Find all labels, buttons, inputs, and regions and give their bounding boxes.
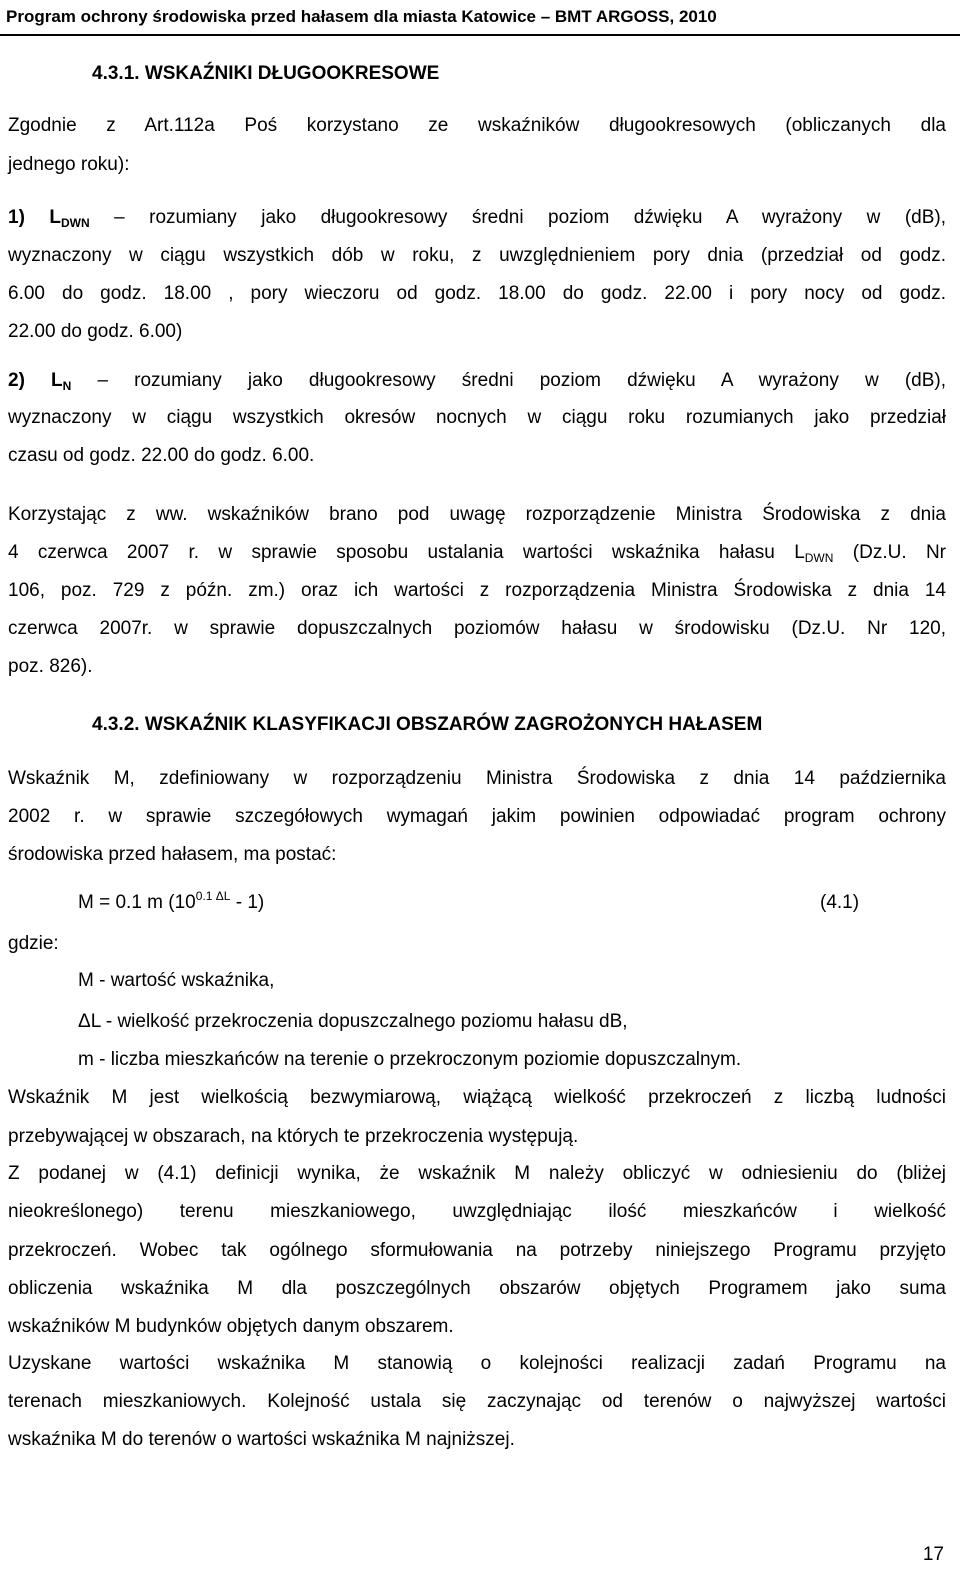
definition-m: M - wartość wskaźnika, bbox=[78, 970, 275, 991]
m-para3-line-2: terenach mieszkaniowych. Kolejność ustala się zaczynając od terenów o najwyższej wartości bbox=[8, 1391, 946, 1412]
item2-line-3: czasu od godz. 22.00 do godz. 6.00. bbox=[8, 445, 315, 466]
formula bbox=[78, 891, 264, 915]
section-heading-4-3-2: 4.3.2. WSKAŹNIK KLASYFIKACJI OBSZARÓW ZAGROŻONYCH HAŁASEM bbox=[92, 714, 763, 735]
page-header bbox=[0, 0, 960, 38]
m-para2-line-5: wskaźników M budynków objętych danym obszarem. bbox=[8, 1316, 454, 1337]
m-para2-line-1: Z podanej w (4.1) definicji wynika, że wskaźnik M należy obliczyć w odniesieniu do (bliżej bbox=[8, 1163, 946, 1184]
regulation-line-2-b: (Dz.U. Nr bbox=[833, 542, 946, 563]
m-para2-line-4: obliczenia wskaźnika M dla poszczególnych obszarów objętych Programem jako suma bbox=[8, 1278, 946, 1299]
item2-line-1 bbox=[8, 369, 946, 393]
page-number: 17 bbox=[922, 1544, 944, 1565]
regulation-line-2-a: 4 czerwca 2007 r. w sprawie sposobu ustalania wartości wskaźnika hałasu L bbox=[8, 542, 805, 563]
formula-exponent: 0.1 ΔL bbox=[195, 889, 231, 903]
item2-subscript: N bbox=[62, 379, 72, 393]
m-para3-line-3: wskaźnika M do terenów o wartości wskaźnika M najniższej. bbox=[8, 1429, 515, 1450]
item1-line-3: 6.00 do godz. 18.00 , pory wieczoru od godz. 18.00 do godz. 22.00 i pory nocy od godz. bbox=[8, 283, 946, 304]
header-rule bbox=[0, 34, 960, 36]
regulation-line-2 bbox=[8, 541, 946, 565]
definition-m-small: m - liczba mieszkańców na terenie o przekroczonym poziomie dopuszczalnym. bbox=[78, 1049, 742, 1070]
regulation-line-2-subscript: DWN bbox=[804, 551, 834, 565]
m-intro-line-1: Wskaźnik M, zdefiniowany w rozporządzeniu Ministra Środowiska z dnia 14 października bbox=[8, 768, 946, 789]
item2-symbol: 2) L bbox=[8, 370, 63, 391]
formula-lhs: M = 0.1 m (10 bbox=[78, 892, 196, 913]
regulation-line-4: czerwca 2007r. w sprawie dopuszczalnych poziomów hałasu w środowisku (Dz.U. Nr 120, bbox=[8, 618, 946, 639]
item1-line-4: 22.00 do godz. 6.00) bbox=[8, 321, 183, 342]
m-para2-line-3: przekroczeń. Wobec tak ogólnego sformułowania na potrzeby niniejszego Programu przyjęto bbox=[8, 1240, 946, 1261]
formula-rhs: - 1) bbox=[230, 892, 265, 913]
item1-symbol: 1) L bbox=[8, 207, 61, 228]
section-heading-4-3-1: 4.3.1. WSKAŹNIKI DŁUGOOKRESOWE bbox=[92, 63, 440, 84]
m-intro-line-2: 2002 r. w sprawie szczegółowych wymagań jakim powinien odpowiadać program ochrony bbox=[8, 806, 946, 827]
intro-line-1: Zgodnie z Art.112a Poś korzystano ze wskaźników długookresowych (obliczanych dla bbox=[8, 115, 946, 136]
item1-line-1 bbox=[8, 206, 946, 230]
item1-text: – rozumiany jako długookresowy średni poziom dźwięku A wyrażony w (dB), bbox=[89, 207, 947, 228]
intro-line-2: jednego roku): bbox=[8, 154, 130, 175]
item2-text: – rozumiany jako długookresowy średni poziom dźwięku A wyrażony w (dB), bbox=[71, 370, 946, 391]
regulation-line-5: poz. 826). bbox=[8, 656, 93, 677]
item1-line-2: wyznaczony w ciągu wszystkich dób w roku, z uwzględnieniem pory dnia (przedział od godz. bbox=[8, 245, 946, 266]
m-para1-line-1: Wskaźnik M jest wielkością bezwymiarową, wiążącą wielkość przekroczeń z liczbą ludności bbox=[8, 1087, 946, 1108]
where-label: gdzie: bbox=[8, 933, 59, 954]
regulation-line-1: Korzystając z ww. wskaźników brano pod uwagę rozporządzenie Ministra Środowiska z dnia bbox=[8, 504, 946, 525]
definition-delta-l: ΔL - wielkość przekroczenia dopuszczalnego poziomu hałasu dB, bbox=[78, 1011, 628, 1032]
item1-subscript: DWN bbox=[60, 216, 90, 230]
m-para1-line-2: przebywającej w obszarach, na których te przekroczenia występują. bbox=[8, 1126, 579, 1147]
formula-number: (4.1) bbox=[820, 892, 860, 913]
regulation-line-3: 106, poz. 729 z późn. zm.) oraz ich wartości z rozporządzenia Ministra Środowiska z dnia 14 bbox=[8, 580, 946, 601]
m-para3-line-1: Uzyskane wartości wskaźnika M stanowią o kolejności realizacji zadań Programu na bbox=[8, 1353, 946, 1374]
m-intro-line-3: środowiska przed hałasem, ma postać: bbox=[8, 844, 337, 865]
item2-line-2: wyznaczony w ciągu wszystkich okresów nocnych w ciągu roku rozumianych jako przedział bbox=[8, 407, 946, 428]
m-para2-line-2: nieokreślonego) terenu mieszkaniowego, uwzględniając ilość mieszkańców i wielkość bbox=[8, 1201, 946, 1222]
header-title: Program ochrony środowiska przed hałasem dla miasta Katowice – BMT ARGOSS, 2010 bbox=[6, 7, 717, 26]
